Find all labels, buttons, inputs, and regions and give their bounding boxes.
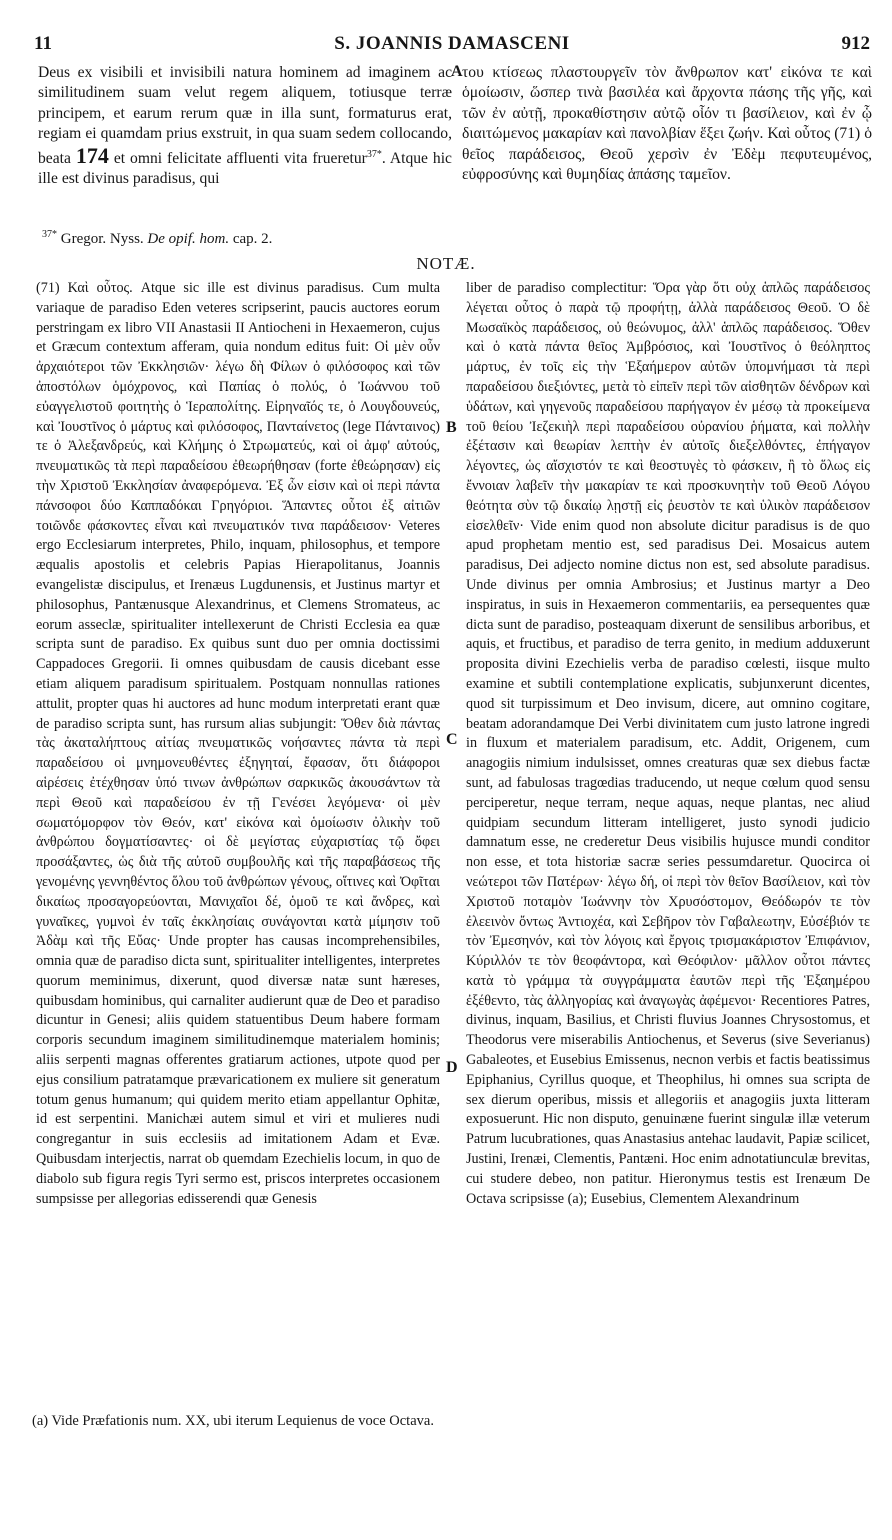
notes-heading: NOTÆ. bbox=[416, 254, 476, 273]
notes-right-column bbox=[466, 279, 870, 1209]
section-number: 174 bbox=[75, 142, 109, 168]
main-text bbox=[30, 63, 870, 231]
latin-text: Deus ex visibili et invisibili natura hominem ad imaginem ac similitudinem suam velut regem aliquem, totiusque terræ principem, et earum rerum quæ in illa sunt, formaturus erat, regiam ei quamdam prius exstruit, in qua suam sedem collocando, beata bbox=[38, 64, 452, 167]
running-head: S. JOANNIS DAMASCENI bbox=[334, 33, 570, 54]
page-number-right: 912 bbox=[841, 33, 870, 54]
margin-letter-b: B bbox=[446, 419, 457, 436]
footnote bbox=[42, 229, 272, 248]
footnote-marker: 37* bbox=[42, 229, 57, 240]
footnote-work: De opif. hom. bbox=[147, 231, 230, 247]
margin-letter-c: C bbox=[446, 731, 458, 748]
footnote-location: cap. 2. bbox=[232, 231, 273, 247]
latin-text-end: . Atque hic ille est divinus paradisus, qui bbox=[38, 149, 452, 188]
note-paragraph-right: liber de paradiso complectitur: Ὅρα γὰρ ὅτι οὐχ ἁπλῶς παράδεισος λέγεται οὗτος ὁ παρὰ τῷ προφήτῃ, ἀλλὰ παράδεισος Θεοῦ. Ὁ δὲ Μωσαϊκὸς παράδεισος, οὐ θεώνυμος, ἀλλ' ἁπλῶς παράδεισος. Ὅθεν καὶ ὁ κατὰ πάντα θεῖος Ἀμβρόσιος, καὶ Ἰουστῖνος ὁ θεόληπτος μάρτυς, ἐν τοῖς εἰς τὴν Ἑξαήμερον αὐτῶν ὑπομνήμασι τὰ περὶ παραδείσου διεξιόντες, μετὰ τὸ εἰπεῖν περὶ τῶν αἰσθητῶν δένδρων καὶ ὑδάτων, καὶ γηγενοῦς παραδείσου παρήγαγον ἐν μέσῳ τὰ προκείμενα τοῦ θείου Ἰεζεκιὴλ περὶ παραδείσου οὐρανίου ῥήματα, καὶ πολλὴν ἐξέτασιν καὶ θεωρίαν λεπτὴν ἐν αὐτοῖς διεξελθόντες, ἐπήγαγον λέγοντες, ὡς αἴσχιστόν τε καὶ θεοστυγὲς τὸ φάσκειν, ἢ τὸ ὅλως εἰς ἔννοιαν λαβεῖν τὴν μακαρίαν τε καὶ προσκυνητὴν τοῦ Θεοῦ Λόγου θεότητα σὺν τῷ δικαίῳ λῃστῇ εἰς ῥευστὸν τε καὶ ὑλικὸν παράδεισον εἰσελθεῖν· Vide enim quod non absolute dicitur paradisus is de quo apud prophetam mentio est, sed paradisus Dei. Mosaicus autem paradisus, Dei adjecto nomine dictus non est, sed absolute paradisus. Unde divinus per omnia Ambrosius; et Justinus martyr a Deo inspiratus, in suis in Hexaemeron commentariis, ea persequentes quæ dicta sunt de paradiso, posteaquam dixerunt de sensilibus arboribus, et aquis, et fructibus, et paradiso de terra genito, in medium adduxerunt proposita divini Ezechielis verba de paradiso cœlesti, iisque multo examine et subtili contemplatione explicatis, subjunxerunt dicentes, quod sit turpissimum et Deo invisum, dicere, aut omnino cogitare, beatam adorandamque Dei Verbi divinitatem cum justo latrone ingredi in fluxum et materialem paradisum, etc. Addit, Origenem, cum anagogiis nimium indulsisset, omnes creaturas quæ sex diebus factæ sunt, ad fabulosas tragœdias traducendo, ut neque cœlum quod sensu perciperetur, neque terram, neque aquas, neque plantas, nec aliud quidpiam secundum litteram intelligeret, justo synodi judicio damnatum esse, ne crederetur Deus visibilis hujusce mundi conditor non esse, et tota historiæ sacræ series pessumdaretur. Quocirca οἱ νεώτεροι τῶν Πατέρων· λέγω δή, οἱ περὶ τὸν θεῖον Βασίλειον, καὶ τὸν Χριστοῦ ποταμὸν Ἰωάννην τὸν Χρυσόστομον, Θεόδωρόν τε τὸν ἐλεεινὸν ὄντως Ἀντιοχέα, καὶ Σεβῆρον τὸν Γαβαλεωτην, Εὐσέβιόν τε τὸν Ἐμεσηνόν, καὶ τὸν λόγοις καὶ ἔργοις τρισμακάριστον Ἐπιφάνιον, Κύριλλόν τε τὸν θεοφάντορα, καὶ Θεόφιλον· μᾶλλον οὗτοι πάντες κατὰ τὸ γράμμα τὰ συγγράμματα ἑαυτῶν περὶ τῆς Ἑξαημέρου ἐξέθεντο, τὰς ἀλληγορίας καὶ ἀναγωγὰς ἀφέμενοι· Recentiores Patres, divinus, inquam, Basilius, et Christi fluvius Joannes Chrysostomus, et Theodorus vere miserabilis Antiochenus, et Severus (sive Severianus) Gabaleotes, et Eusebius Emissenus, necnon verbis et factis beatissimus Epiphanius, Cyrillus quoque, et Theophilus, hi omnes sua scripta de sex dierum operibus, missis et allegoriis et anagogiis juxta litteram exposuerunt. Hic non disputo, genuinæne fuerint singulæ illæ veterum Patrum lucubrationes, quas Anastasius antehac laudavit, Papiæ scilicet, Justini, Irenæi, Clementis, Pantæni. Hoc enim adnotatiunculæ brevitas, cui studere debeo, non patitur. Hieronymus testis est Irenæum De Octava scripsisse (a); Eusebius, Clementem Alexandrinum bbox=[466, 280, 870, 1207]
latin-text-continued: et omni felicitate affluenti vita frueretur bbox=[113, 149, 367, 167]
margin-letter-a: A bbox=[451, 63, 463, 80]
greek-text: του κτίσεως πλαστουργεῖν τὸν ἄνθρωπον κατ' εἰκόνα τε καὶ ὁμοίωσιν, ὥσπερ τινὰ βασιλέα καὶ ἄρχοντα πάσης τῆς γῆς, καὶ τῶν ἐν αὐτῇ, προκαθίστησιν αὐτῷ οἷόν τι βασίλειον, καὶ ἐν ᾧ διαιτώμενος μακαρίαν καὶ πανολβίαν ἕξει ζωήν. Καὶ οὗτος (71) ὁ θεῖος παράδεισος, Θεοῦ χερσὶν ἐν Ἐδὲμ πεφυτευμένος, εὐφροσύνης καὶ θυμηδίας ἁπάσης ταμεῖον. bbox=[462, 64, 872, 184]
notes-left-column bbox=[36, 279, 440, 1209]
running-header bbox=[34, 33, 870, 57]
footnote-reference: 37* bbox=[366, 148, 382, 160]
footnote-author: Gregor. Nyss. bbox=[60, 231, 144, 247]
margin-letter-d: D bbox=[446, 1059, 458, 1076]
note-paragraph-left: (71) Καὶ οὗτος. Atque sic ille est divinus paradisus. Cum multa variaque de paradiso Eden veteres scripserint, paucis auctores eorum perstringam ex libro VII Anastasii II Antiocheni in Hexaemeron, cujus et Græcum contextum afferam, quia nondum editus fuit: Οἱ μὲν οὖν ἀρχαιότεροι τῶν Ἐκκλησιῶν· λέγω δὴ Φίλων ὁ φιλόσοφος καὶ τῶν ἀποστόλων ὁμόχρονος, καὶ Παπίας ὁ πολύς, ὁ Ἰωάννου τοῦ εὐαγγελιστοῦ φοιτητὴς ὁ Ἱεραπολίτης. Εἰρηναῖός τε, ὁ Λουγδουνεύς, καὶ Ἰουστῖνος ὁ μάρτυς καὶ φιλόσοφος, Πανταίνετος (lege Πάνταινος) τε ὁ Ἀλεξανδρεύς, καὶ Κλήμης ὁ Στρωματεύς, καὶ οἱ ἀμφ' αὐτούς, πνευματικῶς τὰ περὶ παραδείσου ἐθεωρήθησαν (forte ἐθεώρησαν) εἰς τὴν Χριστοῦ Ἐκκλησίαν ἀναφερόμενα. Ἐξ ὧν εἰσιν καὶ οἱ περὶ πάντα πάνσοφοι δύο Καππαδόκαι Γρηγόριοι. Ἅπαντες οὗτοι ἐξ αἰτιῶν τοιῶνδε φάσκοντες εἶναι καὶ πνευματικόν τινα παράδεισον· Veteres ergo Ecclesiarum interpretes, Philo, inquam, philosophus, et tempore æqualis apostolis et celebris Papias Hierapolitanus, Joannis evangelistæ discipulus, et Irenæus Lugdunensis, et Justinus martyr et philosophus, Pantænusque Alexandrinus, et Clemens Stromateus, ac eorum asseclæ, spiritualiter intellexerunt de Christi Ecclesia ea quæ scripta sunt de paradiso. Ex quibus sunt duo per omnia doctissimi Cappadoces Gregorii. Ii omnes quibusdam de causis dicebant esse etiam aliquem paradisum spiritualem. Postquam nonnullas rationes attulit, propter quas hi auctores ad hunc modum interpretati erant quæ de paradiso scripta sunt, has rursum alias subjungit: Ὅθεν διὰ πάντας τὰς ἀκαταλήπτους αἰτίας πνευματικῶς νοήσαντες πάντα τὰ περὶ παραδείσου οἱ μνημονευθέντες ἐξηγηταί, ἔφασαν, ὅτι διάφοροι αἱρέσεις ἐτέχθησαν ὑπό τινων ἀνθρώπων σαρκικῶς ἀκουσάντων τὰ περὶ Θεοῦ καὶ παραδείσου ἐν τῇ Γενέσει λεγόμενα· οἱ μὲν σωματόμορφον τὸν Θεόν, κατ' εἰκόνα καὶ ὁμοίωσιν ὀλικὴν τοῦ ἀνθρώπου δογματίσαντες· οἱ δὲ μεγίστας εὐχαριστίας τῷ ὄφει προσάξαντες, ὡς διὰ τῆς αὐτοῦ συμβουλῆς καὶ τῆς παραβάσεως τῆς γενομένης γεννηθέντος ὅλου τοῦ ἀνθρώπων γένους, οἵτινες καὶ Ὀφῖται δικαίως προσαγορεύονται, Μανιχαῖοι δέ, ὁμοῦ τε καὶ ἄνδρες, καὶ γυναῖκες, γυμνοὶ ἐν ταῖς ἐκκλησίαις συνάγονται κατὰ μίμησιν τοῦ Ἀδὰμ καὶ τῆς Εὔας· Unde propter has causas incomprehensibiles, omnia quæ de paradiso dicta sunt, spiritualiter intelligentes, interpretes quorum meminimus, dixerunt, quod diversæ natæ sunt hæreses, quibusdam hominibus, qui carnaliter audierunt quæ de Deo et paradiso dicuntur in Genesi; aliis quidem statuentibus Deum habere formam corporis secundum imaginem similitudinemque materialem hominis; aliis serpenti magnas offerentes gratiarum actiones, utpote quod per ejus consilium patratamque prævaricationem ex muliere sit generatum totum genus humanum; qui quidem merito etiam appellantur Ophitæ, id est serpentini. Manichæi autem simul et viri et mulieres nudi congregantur in suis ecclesiis ad imitationem Adam et Evæ. Quibusdam interjectis, narrat ob quemdam Ezechielis locum, in quo de diabolo sub figura regis Tyri sermo est, priscos interpretes occasionem sumpsisse per allegorias edisserendi quæ Genesis bbox=[36, 280, 440, 1207]
greek-text-column bbox=[462, 63, 872, 185]
notes-section bbox=[30, 279, 870, 1409]
bottom-footnote: (a) Vide Præfationis num. XX, ubi iterum Lequienus de voce Octava. bbox=[32, 1413, 434, 1429]
page-number-left: 11 bbox=[34, 33, 52, 54]
latin-text-column bbox=[38, 63, 452, 190]
